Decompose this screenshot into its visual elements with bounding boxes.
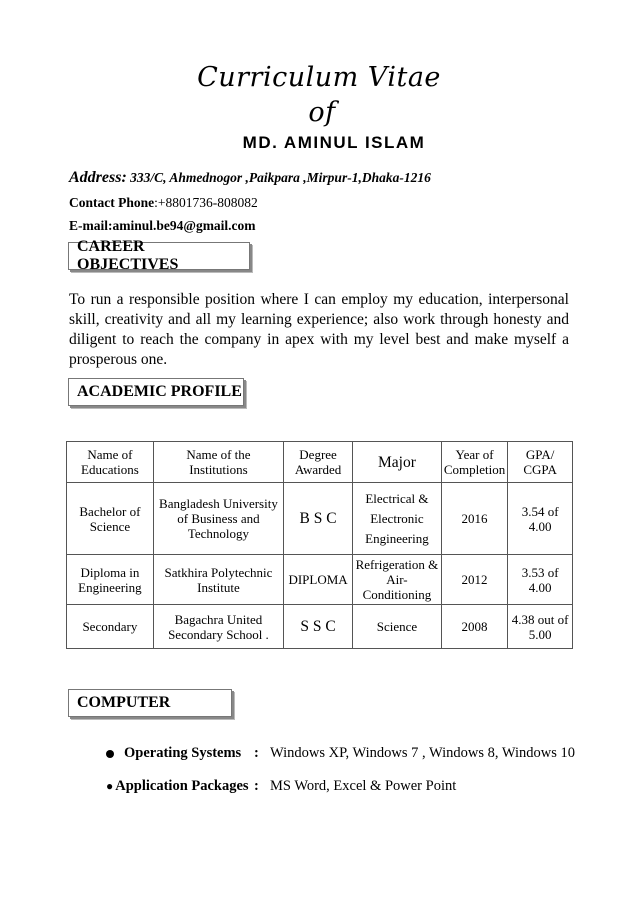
column-header: Name of Educations: [67, 442, 154, 483]
table-row: [67, 483, 573, 555]
bullet-icon: [106, 750, 114, 758]
table-cell: 3.54 of 4.00: [508, 483, 573, 555]
table-header-row: [67, 442, 573, 483]
phone-value: :+8801736-808082: [154, 195, 258, 210]
skill-label: Application Packages: [115, 778, 249, 794]
table-cell: B S C: [284, 483, 353, 555]
skill-value: Windows XP, Windows 7 , Windows 8, Windows 10: [270, 745, 576, 761]
column-header: Major: [353, 442, 442, 483]
candidate-name: MD. AMINUL ISLAM: [242, 133, 426, 152]
cv-title-of: of: [308, 97, 336, 128]
table-cell: Satkhira Polytechnic Institute: [153, 555, 283, 605]
table-cell: 2012: [441, 555, 507, 605]
table-cell: Bachelor of Science: [67, 483, 154, 555]
table-cell: Refrigeration & Air-Conditioning: [353, 555, 442, 605]
table-row: [67, 555, 573, 605]
column-header: Name of the Institutions: [153, 442, 283, 483]
computer-heading: COMPUTER: [68, 689, 232, 717]
column-header: Year of Completion: [441, 442, 507, 483]
address-value: 333/C, Ahmednogor ,Paikpara ,Mirpur-1,Dhaka-1216: [130, 170, 431, 185]
address-label: Address:: [69, 169, 127, 186]
table-cell: Science: [353, 605, 442, 649]
email-line: E-mail:aminul.be94@gmail.com: [69, 218, 256, 233]
column-header: GPA/ CGPA: [508, 442, 573, 483]
table-cell: 2016: [441, 483, 507, 555]
table-cell: DIPLOMA: [284, 555, 353, 605]
table-row: [67, 605, 573, 649]
academic-profile-heading: ACADEMIC PROFILE: [68, 378, 244, 406]
table-cell: 2008: [441, 605, 507, 649]
table-cell: Diploma in Engineering: [67, 555, 154, 605]
cv-title: Curriculum Vitae: [197, 62, 441, 93]
career-objective-text: To run a responsible position where I can employ my education, interpersonal skill, creativity and all my learning experience; also work through honesty and diligent to reach the company in apex with my level best and make myself a prosperous one.: [69, 291, 569, 368]
table-cell: Electrical & Electronic Engineering: [353, 483, 442, 555]
list-item: [106, 778, 249, 795]
phone-line: [69, 195, 258, 211]
academic-table: [66, 441, 573, 649]
table-cell: 4.38 out of 5.00: [508, 605, 573, 649]
career-objectives-heading: CAREER OBJECTIVES: [68, 242, 250, 270]
table-cell: Bagachra United Secondary School .: [153, 605, 283, 649]
phone-label: Contact Phone: [69, 195, 155, 210]
table-cell: S S C: [284, 605, 353, 649]
table-cell: Bangladesh University of Business and Technology: [153, 483, 283, 555]
address-line: [69, 169, 431, 187]
table-cell: Secondary: [67, 605, 154, 649]
list-item: [106, 745, 241, 762]
bullet-icon: ●: [106, 779, 114, 793]
skill-separator: :: [254, 778, 259, 794]
table-cell: 3.53 of 4.00: [508, 555, 573, 605]
skill-label: Operating Systems: [124, 745, 242, 761]
skill-separator: :: [254, 745, 259, 761]
skill-value: MS Word, Excel & Power Point: [270, 778, 457, 794]
column-header: Degree Awarded: [284, 442, 353, 483]
